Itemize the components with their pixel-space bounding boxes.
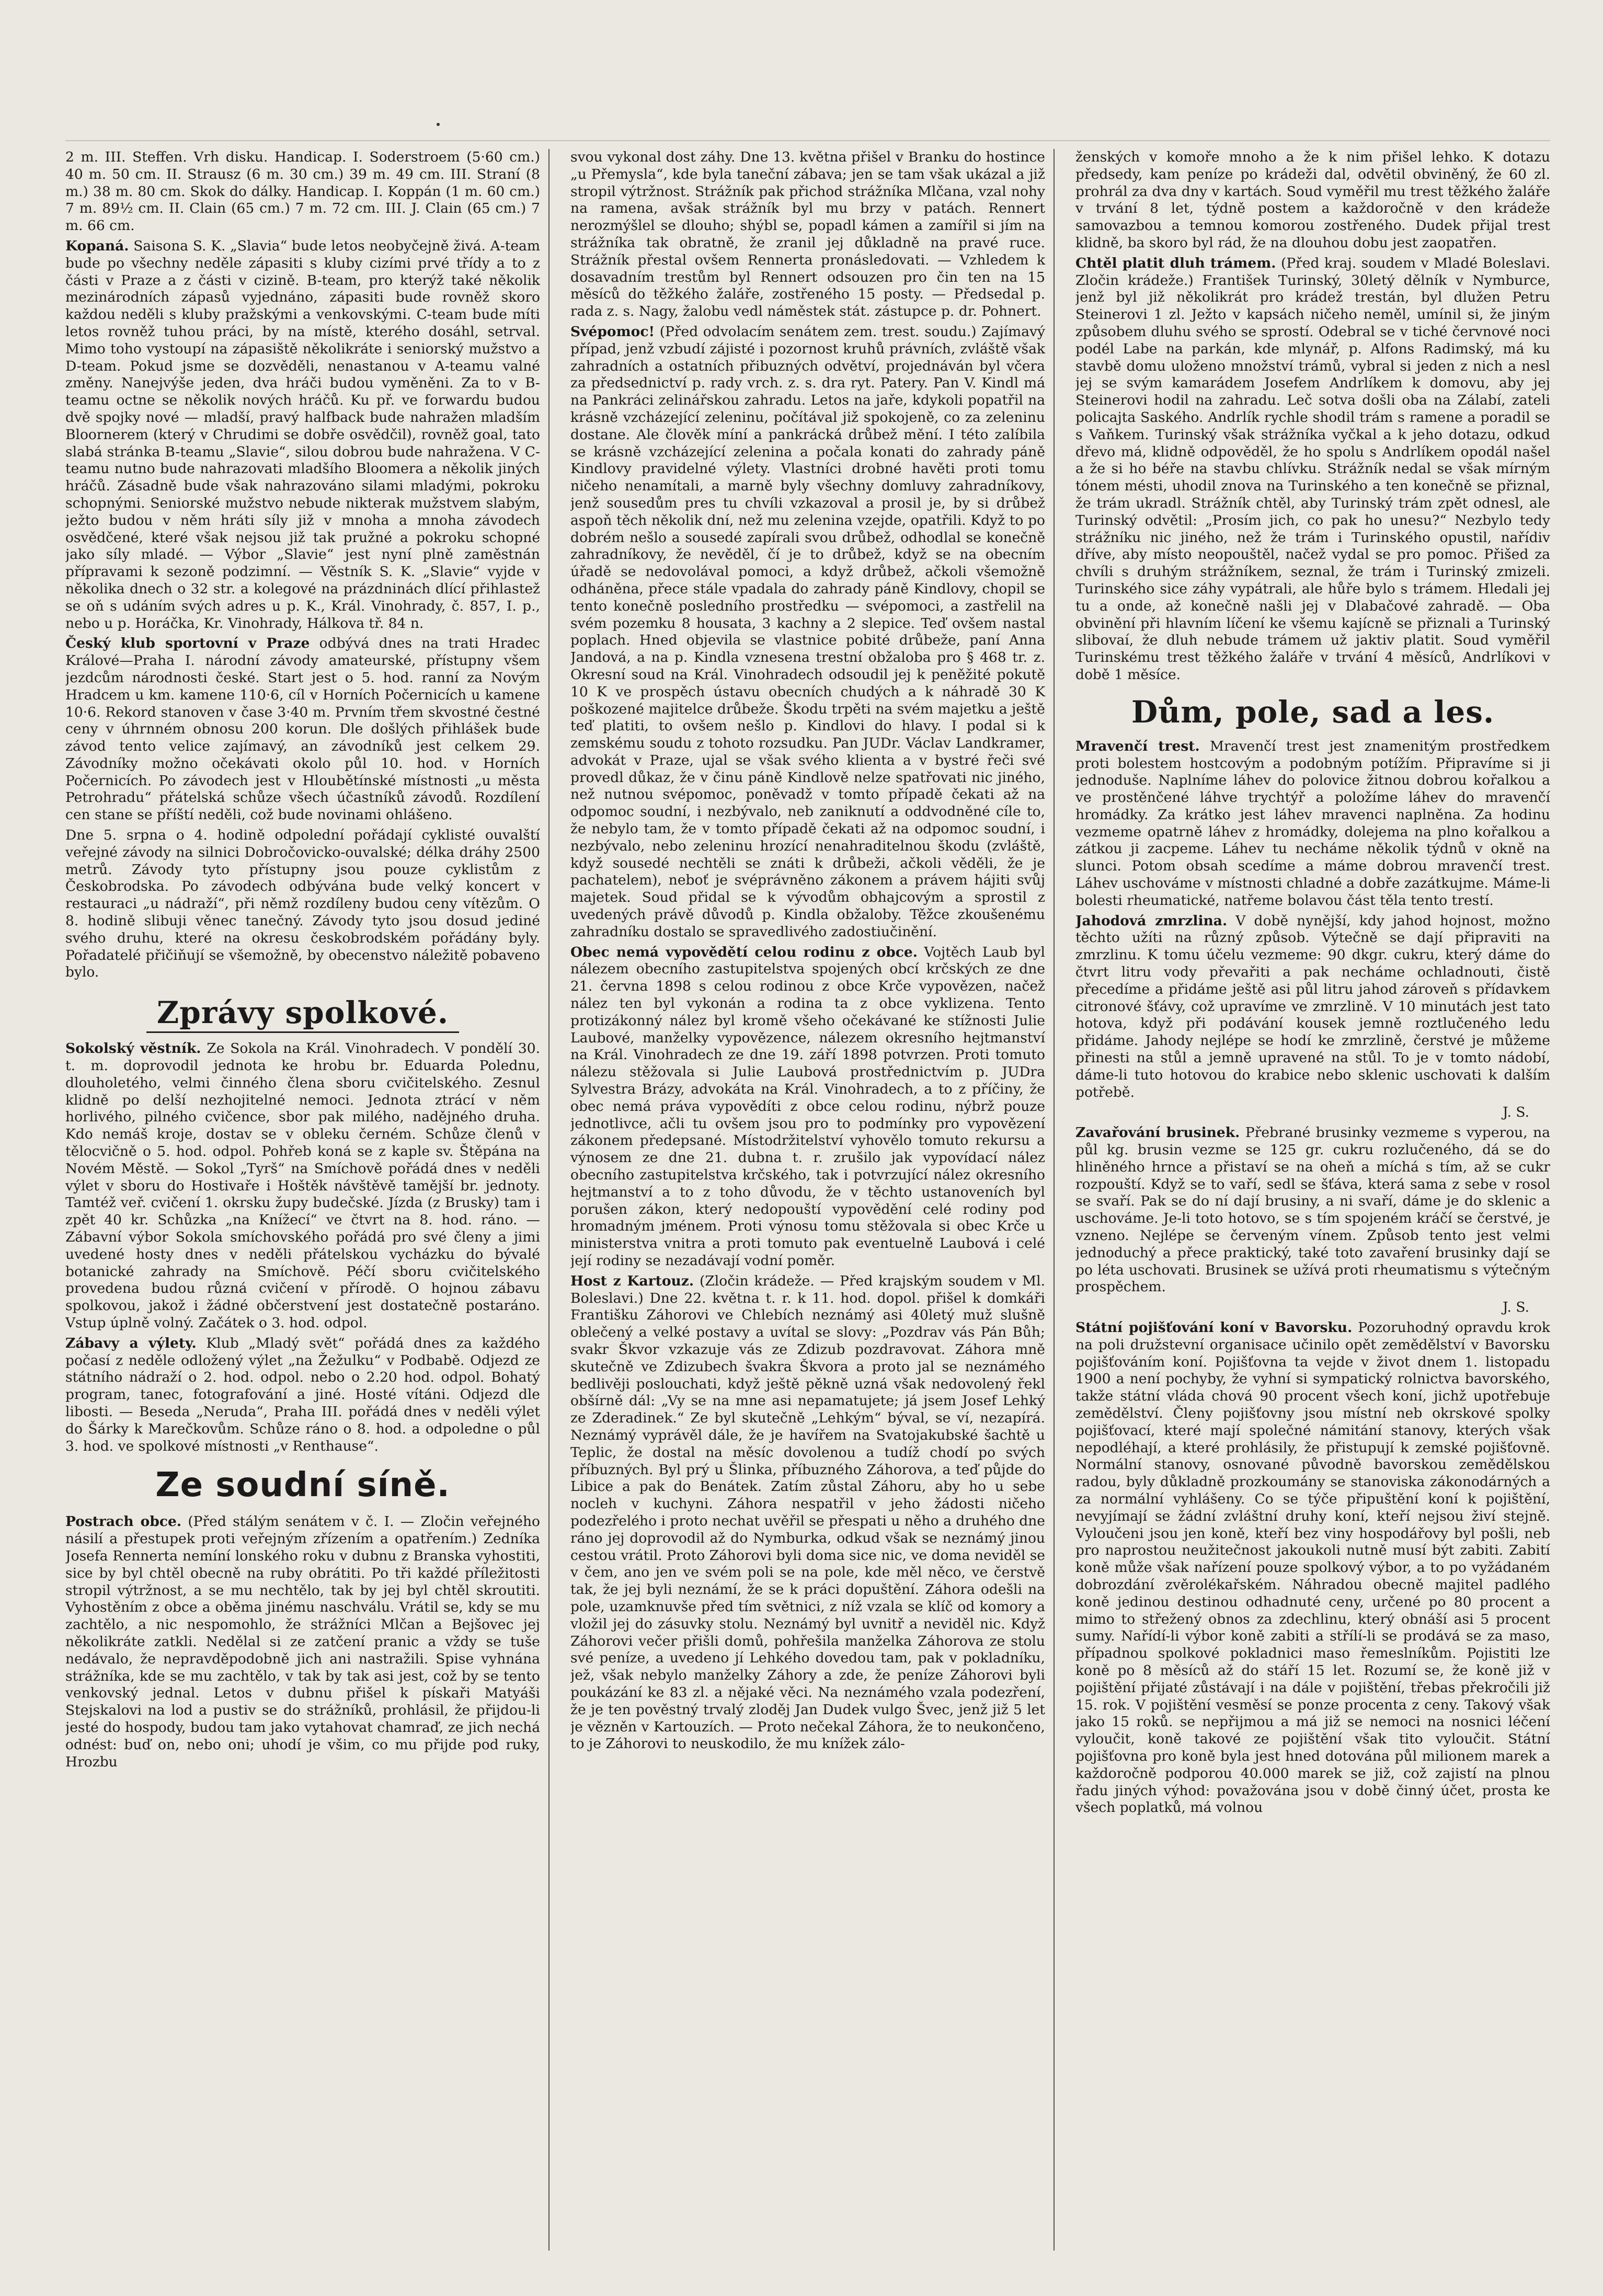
article-cesky-klub — [65, 635, 540, 824]
section-header-wrap — [65, 984, 540, 1040]
top-mark — [437, 123, 440, 126]
article-lead: Státní pojišťování koní v Bavorsku. — [1075, 1319, 1353, 1336]
article-lead: Svépomoc! — [570, 323, 655, 340]
article-lead: Sokolský věstník. — [65, 1040, 201, 1057]
article-body: Mravenčí trest jest znamenitým prostředkem proti bolestem hostcovým a podobným potížím. Připravíme si ji jednoduše. Naplníme láhev do polovice žitnou dobrou kořalkou a ve prostěnčené láhve trychtýř a položíme láhev do mravenčí hromádky. Za krátko jest láhev mravenci naplněna. Za hodinu vezmeme opatrně láhev z hromádky, dolejema na plno kořalkou a zátkou ji zacpeme. Láhev tu necháme několik týdnů v okně na slunci. Potom obsah scedíme a máme dobrou mravenčí trest. Láhev uschováme v místnosti chladné a dobře zazátkujme. Máme-li bolesti rheumatické, natřeme bolavou část těla tento trestí. — [1075, 738, 1550, 909]
article-body: (Zločin krádeže. — Před krajským soudem v Ml. Boleslavi.) Dne 22. května t. r. k 11. hod. dopol. přišel k domkáři Františku Záhorovi ve Chlebích neznámý asi 40letý muž slušně oblečený a velké postavy a uvítal se slovy: „Pozdrav vás Pán Bůh; svakr Škvor vzkazuje vás ze Zdizub pozdravovat. Záhora mně skutečně ve Zdizubech švakra Škvora a proto jal se neznámého bedlivěji poslouchati, když ještě pěkně uzná však nedovolený řekl obšírně dál: „Vy se na mne asi nepamatujete; já jsem Josef Lehký ze Zderadinek.“ Ze byl skutečně „Lehkým“ býval, se ví, nezapírá. Neznámý vyprávěl dále, že je havířem na Svatojakubské šachtě u Teplic, že dostal na měsíc dovolenou a tudíž chodí po svých příbuzných. Byl prý u Šlinka, příbuzného Záhorova, a teď půjde do Libice a pak do Benátek. Zatím zůstal Záhoru, aby ho u sebe nocleh v kuchyni. Záhora nespatřil v jeho žádosti ničeho podezřelého i proto nechat uvěřil se přespati u něho a druhého dne ráno jej doprovodil až do Nymburka, odkud však se neznámý jinou cestou vrátil. Proto Záhorovi byli doma sice nic, ve doma neviděl se v čem, ano jen ve svém poli se na pole, kde měl něco, ve čerstvě tak, že jej byli neznámí, že se k práci dopuštění. Záhora odešli na pole, uzamknuvše před tím světnici, z níž vzala se klíč od komory a vložil jej do zásuvky stolu. Neznámý byl uvnitř a neviděl nic. Když Záhorovi večer přišli domů, pohřešila manželka Záhorova ze stolu své peníze, a uvedeno jí Lehkého dovedou tam, pak v pokladníku, jež, však nebylo manželky Záhory a zde, že peníze Záhorovi byli poukázání ke 83 zl. a nějaké věci. Na neznámého vzala podezření, že je ten pověstný trvalý zloděj Jan Dudek vulgo Švec, jenž již 5 let je vězněn v Kartouzích. — Proto nečekal Záhora, že to neukončeno, to je Záhorovi to neuskodilo, že mu knížek zálo- — [570, 1272, 1046, 1752]
article-jahodova — [1075, 913, 1550, 1101]
article-chtel-platit — [1075, 255, 1550, 684]
author-signature: J. S. — [1502, 1299, 1529, 1316]
article-lead: Postrach obce. — [65, 1513, 182, 1530]
article-body: (Před odvolacím senátem zem. trest. soudu.) Zajímavý případ, jenž vzbudí zájisté i pozornost kruhů právních, zvláště však zahradních a ostatních přibuzných odvětví, projednáván byl včera za předsednictví p. rady vrch. z. s. dra ryt. Patery. Pan V. Kindl má na Pankráci zelinářskou zahradu. Letos na jaře, kdykoli popatřil na krásně vzcházející zeleninu, počítával již spokojeně, co za zeleninu dostane. Ale člověk míní a pankrácká drůbež mění. I této zalíbila se krásně vzcházející zelenina a počala konati do zahrady páně Kindlovy pravidelné výlety. Vlastníci drobné havěti proti tomu ničeho nenamítali, a marně byly všechny domluvy zahradníkovy, jenž sousedům pres tu chvíli vzkazoval a prosil je, by si drůbež aspoň těch několik dní, než mu zelenina vzejde, opatřili. Když to po dobrém nešlo a sousedé zapírali svou drůbež, odhodlal se konečně zahradníkovy, že nevěděl, čí je to drůbež, když se na obecním úřadě se nedovolával pomoci, a když drůbež, ačkoli všemožně odháněna, přece stále vpadala do zahrady páně Kindlovy, chopil se tento konečně posledního prostředku — svépomoci, a zastřelil na svém pozemku 8 housata, 3 kachny a 2 slepice. Teď ovšem nastal poplach. Hned objevila se vlastnice pobité drůbeže, paní Anna Jandová, a na p. Kindla vznesena trestní obžaloba pro § 468 tr. z. Okresní soud na Král. Vinohradech odsoudil jej k peněžité pokutě 10 K ve prospěch ústavu obecních chudých a k náhradě 30 K poškozené majitelce drůbeže. Škodu trpěti na svém majetku a ještě teď platiti, to ovšem nešlo p. Kindlovi do hlavy. I podal si k zemskému soudu z tohoto rozsudku. Pan JUDr. Václav Landkramer, advokát v Praze, ujal se však svého klienta a v bystré řeči své provedl důkaz, že v činu páně Kindlově nelze spatřovati nic jiného, než nutnou svépomoc, poněvadž v tomto případě čekati až na odpomoc soudní, i nezbývalo, neb zaniknutí a oddvodněné cíle to, že nebylo tam, že v tomto případě čekati až na odpomoc soudní, i nezbývalo, nebo zeleninu hrozící nenahraditelnou škodu (zvláště, když sousedé nechtěli se znáti k drůbeži, ačkoli věděli, že je pachatelem), neboť je svéprávněno zákonem a právem hájiti svůj majetek. Soud přidal se k vývodům obhajcovým a sprostil z uvedených právě důvodů p. Kindla obžaloby. Těžce zkoušenému zahradníku dostalo se spravedlivého zadostiučinění. — [570, 323, 1045, 940]
author-signature: J. S. — [1502, 1104, 1529, 1121]
article-body: Vojtěch Laub byl nálezem obecního zastupitelstva spojených obcí krčských ze dne 21. června 1898 s celou rodinou z obce Krče vypovězen, načež nález ten byl vykonán a rodina ta z obce vyklizena. Tento protizákonný nález byl kromě všeho očekávané ke stížnosti Julie Laubové, manželky vypovězence, nálezem okresního hejtmanství na Král. Vinohradech ze dne 19. září 1898 potvrzen. Proti tomuto nálezu stěžovala si Julie Laubová prostřednictvím p. JUDra Sylvestra Brázy, advokáta na Král. Vinohradech, a to z příčiny, že obec nemá práva vypovědíti z obce celou rodinu, nýbrž pouze jednotlivce, ačli tu ovšem jsou pro to podmínky pro vypovězení zákonem předepsané. Místodržitelství vyhovělo tomuto rekursu a výnosem ze dne 21. dubna t. r. zrušilo jak vypovídací nález obecního zastupitelstva krčského, tak i potvrzující nález okresního hejtmanství a to z toho důvodu, že v těchto ustanoveních byl porušen zákon, který nedopouští vypovědění celé rodiny pod hromadným jménem. Proti výnosu tomu stěžovala si obec Krče u ministerstva vnitra a proti tomuto pak eventuelně Laubová i celé její rodiny se nezadávají vodní poměr. — [570, 944, 1045, 1269]
section-header-soudni: Ze soudní síně. — [155, 1466, 450, 1505]
article-body: Přebrané brusinky vezmeme s vyperou, na půl kg. brusin vezme se 125 gr. cukru rozlučeného, dá se do hliněného hrnce a přistaví se na oheň a míchá s tím, až se cukr rozpouští. Když se to vaří, sedl se šťáva, která sama z sebe v rosol se svaří. Pak se do ní dají brusiny, a ni svaří, dáme je do sklenic a uschováme. Je-li toto hotovo, se s tím spojeném kráčí se čerstvé, je vzneno. Nejlépe se červeným vínem. Způsob tento jest velmi jednoduchý a přece praktický, také toto zavaření brusinky dají se po léta uschovati. Brusinek se užívá proti rheumatismu s výtečným prospěchem. — [1075, 1124, 1550, 1295]
top-rule — [65, 140, 1550, 141]
columns — [65, 149, 1550, 2251]
article-host — [570, 1273, 1045, 1753]
article-mravenci — [1075, 738, 1550, 910]
article-body: Ze Sokola na Král. Vinohradech. V pondělí 30. t. m. doprovodil jednota ke hrobu br. Eduarda Polednu, dlouholetého, velmi činného člena sboru cvičitelského. Zesnul klidně po delší nezhojitelné nemoci. Jednota ztrácí v něm horlivého, pilného cvičence, sbor pak milého, nadějného druha. Kdo nemáš kroje, dostav se v obleku černém. Schůze členů v tělocvičně o 5. hod. odpol. Pohřeb koná se z kaple sv. Štěpána na Novém Městě. — Sokol „Tyrš“ na Smíchově pořádá dnes v neděli výlet v sboru do Hostivaře i Hoštěk návštěvě tamější br. jednoty. Tamtéž veř. cvičení 1. okrsku župy budečské. Jízda (z Brusky) tam i zpět 40 kr. Schůzka „na Knížecí“ ve čtvrt na 8. hod. ráno. — Zábavní výbor Sokola smíchovského pořádá pro své členy a jimi uvedené hosty dnes v neděli přátelskou vycházku do bývalé botanické zahrady na Smíchově. Péčí sboru cvičitelského provedena budou různá cvičení v přírodě. O hojnou zábavu spolkovou, jakož i žádné občerstvení jest dostatečně postaráno. Vstup úplně volný. Začátek o 3. hod. odpol. — [65, 1040, 540, 1331]
article-lead: Český klub sportovní v Praze — [65, 635, 310, 652]
column-1 — [65, 149, 549, 2251]
article-body: odbývá dnes na trati Hradec Králové—Praha I. národní závody amateurské, přístupny všem jezdcům národnosti české. Start jest o 5. hod. ranní za Novým Hradcem u km. kamene 110·6, cíl v Horních Počernicích u kamene 10·6. Rekord stanoven v čase 3·40 m. Prvním třem skvostné čestné ceny v úhrnném obnosu 200 korun. Dle došlých přihlášek bude závod tento velice zajímavý, an závodníků jest celkem 29. Závodníky možno očekávati okolo půl 10. hod. v Horních Počernicích. Po závodech jest v Hloubětínské místnosti „u města Petrohradu“ přátelská schůze všech účastníků závodů. Rozdílení cen stane se příští neděli, což bude novinami ohlášeno. — [65, 635, 540, 823]
article-postrach — [65, 1513, 540, 1771]
article-sports-results: 2 m. III. Steffen. Vrh disku. Handicap. I. Soderstroem (5·60 cm.) 40 m. 50 cm. II. Strausz (6 m. 30 cm.) 39 m. 49 cm. III. Straní (8 m.) 38 m. 80 cm. Skok do dálky. Handicap. I. Koppán (1 m. 60 cm.) 7 m. 89½ cm. II. Clain (65 cm.) 7 m. 72 cm. III. J. Clain (65 cm.) 7 m. 66 cm. — [65, 149, 540, 234]
article-body: (Před kraj. soudem v Mladé Boleslavi. Zločin krádeže.) František Turinský, 30letý dělník v Nymburce, jenž byl již několikrát pro krádež trestán, byl dlužen Petru Steinerovi 1 zl. Ježto v kapsách ničeho neměl, umínil si, že jiným způsobem dluhu svého se sprostí. Odebral se v tiché červnové noci podél Labe na parkán, kde mlynář, p. Alfons Radimský, má ku stavbě domu uloženo množství trámů, vybral si jeden z nich a nesl jej se svým kamarádem Josefem Andrlíkem k domovu, aby jej Steinerovi hodil na zahradu. Leč sotva došli oba na Zálabí, zateli policajta Saského. Andrlík rychle shodil trám s ramene a poradil se s Vaňkem. Turinský však strážníka vyčkal a k jeho dotazu, odkud dřevo má, klidně odpověděl, že ho spolu s Andrlíkem opodál našel a že si ho béře na stavbu chlívku. Strážník nedal se však mírným tónem mésti, uhodil znova na Turinského a ten konečně se přiznal, že trám ukradl. Strážník chtěl, aby Turinský trám zpět odnesl, ale Turinský odvětil: „Prosím jich, co pak ho unesu?“ Nezbylo tedy strážníku nic jiného, než že trám i Turinského opustil, nařídiv dříve, aby místo neopouštěl, načež vydal se pro pomoc. Přišed za chvíli s druhým strážníkem, seznal, že trám i Turinský zmizeli. Turinského sice záhy vypátrali, ale hůře bylo s trámem. Hledali jej tu a onde, až konečně našli jej v Dlabačové zahradě. — Oba obvinění při hlavním líčení ke všemu kajícně se přiznali a Turinský slibovaí, že dluh nebude trámem už jaktiv platit. Soud vyměřil Turinskému trest těžkého žaláře v trvání 4 měsíců, Andrlíkovi v době 1 měsíce. — [1075, 255, 1550, 683]
article-kopana — [65, 238, 540, 632]
article-pojistovani — [1075, 1319, 1550, 1817]
article-lead: Zavařování brusinek. — [1075, 1124, 1240, 1141]
article-lead: Host z Kartouz. — [570, 1272, 694, 1289]
article-zabavy — [65, 1335, 540, 1455]
article-obec — [570, 944, 1045, 1270]
article-lead: Chtěl platit dluh trámem. — [1075, 255, 1276, 271]
article-sokolsky — [65, 1040, 540, 1332]
section-header-wrap — [65, 1464, 540, 1506]
article-lead: Jahodová zmrzlina. — [1075, 912, 1228, 929]
article-lead: Obec nemá vypovědětí celou rodinu z obce. — [570, 944, 918, 960]
section-header-zpravy: Zprávy spolkové. — [146, 994, 459, 1033]
article-body: Saisona S. K. „Slavia“ bude letos neobyčejně živá. A-team bude po všechny neděle zápasiti s kluby cizími prvé třídy a to z části v Praze a z části v cizině. B-team, pro kterýž také několik mezinárodních zápasů vyjednáno, zápasiti bude rovněž skoro každou neděli s kluby pražskými a venkovskými. C-team bude míti letos rovněž tuhou práci, by na místě, kterého dosáhl, setrval. Mimo toho vystoupí na zápasiště několikráte i seniorský mužstvo a D-team. Pokud jsme se dozvěděli, nenastanou v A-teamu valné změny. Nanejvýše jeden, dva hráči budou vyměněni. Za to v B-teamu octne se několik nových hráčů. Ku př. ve forwardu budou dvě spojky nové — mladší, pravý halfback bude nahražen mladším Bloornerem (který v Chrudimi se dobře osvědčil), rovněž goal, tato slabá stránka B-teamu „Slavie“, silou dobrou bude nahražena. V C-teamu nutno bude nahrazovati mladšího Bloomera a několik jiných hráčů. Zásadně bude však nahrazováno silami mladými, pokroku schopnými. Seniorské mužstvo nebude nikterak mužstvem slabým, ježto budou v něm hráti síly již v mnoha a mnoha závodech osvědčené, které však nejsou již tak pružné a pokroku schopné jako síly mladé. — Výbor „Slavie“ jest nyní plně zaměstnán přípravami k sezoně podzimní. — Věstník S. K. „Slavie“ vyjde v několika dnech o 32 str. a kolegové na prázdninách dlící přihlastež se oň s udáním svých adres u p. K., Král. Vinohrady, č. 857, I. p., nebo u p. Horáčka, Kr. Vinohrady, Hálkova tř. 84 n. — [65, 237, 540, 632]
article-brusinky — [1075, 1124, 1550, 1296]
article-svepomoc — [570, 324, 1045, 941]
article-body: (Před stálým senátem v č. I. — Zločin veřejného násilí a přestupek proti veřejným zřízením a opatřením.) Zedníka Josefa Rennerta nemíní lonského roku v dubnu z Branska vyhostiti, sice by byl chtěl obecně na ruby obrátiti. Po tři každé příležitosti stropil výtržnost, a se mu nechtělo, tak by jej byl chtěl skroutiti. Vyhostěním z obce a oběma jinému naschválu. Vrátil se, kdy se mu zachtělo, a nic nespomohlo, že strážníci Mlčan a Bejšovec jej několikráte zatkli. Nedělal si ze zatčení pranic a vždy se tuše nedávalo, že nepravděpodobně jich ani nastražili. Spise vyhnána strážníka, kde se mu zachtělo, v tak by tak asi jest, což by se tento venkovský jednal. Letos v dubnu přišel k pískaři Matyáši Stejskalovi na lod a pustiv se do strážníků, prohlásil, že přijdou-li jesté do hospody, budou tam jako vytahovat chamraď, ze jich nechá odnést: buď on, nebo oni; uhodí je všim, co mu přijde pod ruky, Hrozbu — [65, 1513, 540, 1770]
article-lead: Kopaná. — [65, 237, 129, 254]
section-header-wrap — [1075, 693, 1550, 731]
section-header-dum: Dům, pole, sad a les. — [1131, 694, 1495, 730]
article-lead: Zábavy a výlety. — [65, 1335, 197, 1351]
article-body: V době nynější, kdy jahod hojnost, možno těchto užíti na různý způsob. Výtečně se dají připraviti na zmrzlinu. K tomu účelu vezmeme: 90 dkgr. cukru, který dáme do čtvrt litru vody převařiti a pak necháme ochladnouti, čistě přecedíme a přidáme ještě asi půl litru jahod zároveň s přídavkem citronové šťávy, což upravíme ve zmrzlině. V 10 minutách jest tato hotova, když při podávání kousek jemně roztlučeného ledu přidáme. Jahody nejlépe se hodí ke zmrzlině, čerstvé je můžeme přinesti na stůl a jemně upravené na stůl. To je v tomto nádobí, dáme-li tuto hotovou do krabice nebo sklenic uschovati k dalším potřebě. — [1075, 912, 1550, 1100]
article-postrach-cont: svou vykonal dost záhy. Dne 13. května přišel v Branku do hostince „u Přemysla“, kde byla taneční zábava; jen se tam však ukázal a již stropil výtržnost. Strážník pak přichod strážníka Mlčana, vzal nohy na ramena, avšak strážník byl mu brzy v patách. Rennert nerozmýšlel se dlouho; shýbl se, popadl kámen a zamířil si jím na strážníka tak obratně, že zranil jej důkladně na pravé ruce. Strážník přestal ovšem Rennerta pronásledovati. — Vzhledem k dosavadním trestům byl Rennert odsouzen pro čin ten na 15 měsíců do těžkého žaláře, zostřeného 15 posty. — Předsedal p. rada z. s. Nagy, žalobu vedl náměstek stát. zástupce p. dr. Pohnert. — [570, 149, 1045, 320]
article-body: Klub „Mladý svět“ pořádá dnes za každého počasí z neděle odložený výlet „na Žežulku“ v Podbabě. Odjezd ze státního nádraží o 2. hod. odpol. nebo o 2.20 hod. odpol. Bohatý program, tanec, fotografování a jiné. Hosté vítáni. Odjezd dle libosti. — Beseda „Neruda“, Praha III. pořádá dnes v neděli výlet do Šárky k Marečkovům. Schůze ráno o 8. hod. a odpoledne o půl 3. hod. ve spolkové místnosti „v Renthause“. — [65, 1335, 540, 1454]
column-3 — [1075, 149, 1550, 2251]
column-2 — [570, 149, 1055, 2251]
article-host-cont: ženských v komoře mnoho a že k nim přišel lehko. K dotazu předsedy, kam peníze po krádeži dal, odvětil obviněný, že 60 zl. prohrál za dva dny v kartách. Soud vyměřil mu trest těžkého žaláře v trvání 8 let, týdně postem a každoročně v den krádeže samovazbou a temnou komorou zostřeného. Dudek přijal trest klidně, ba skoro byl rád, že na dlouhou dobu jest zaopatřen. — [1075, 149, 1550, 251]
article-body: Pozoruhodný opravdu krok na poli družstevní organisace učinilo opět zemědělství v Bavorsku pojišťováním koní. Pojišťovna ta vejde v život dnem 1. listopadu 1900 a není pochyby, že vyhní si sympatický rolnictva bavorského, takže státní vláda chová 90 procent všech koní, jichž upotřebuje zemědělství. Členy pojišťovny jsou místní neb okrskové spolky pojišťovací, které mají společné námitání stanovy, kterých však nepodléhají, a které prohlásily, že přistupují k zemské pojišťovně. Normální stanovy, osnované původně bavorskou zemědělskou radou, byly důkladně prozkoumány se stanoviska zákonodárných a za normální vyhlášeny. Co se týče připuštění koní k pojištění, nevyjímají se žádní zvláštní druhy koní, kteří nejsou živí stejně. Vyloučeni jsou jen koně, kteří bez viny hospodářovy byl pošli, neb pro naprostou neužitečnost jakoukoli nutně musí být zabiti. Zabití koně může však nařízení pouze spolkový výbor, a to po vyžádaném dobrozdání zvěrolékařském. Náhradou obecně majitel padlého koně jedinou destinou odhadnuté ceny, určené po 80 procent a mimo to střežený obnos za zdechlinu, který obnáší asi 5 procent sumy. Nařídí-li výbor koně zabiti a střílí-li se prodává se za maso, případnou spolkové pokladnici maso řemeslníkům. Pojistiti lze koně po 8 měsíců až do stáří 15 let. Rozumí se, že koně již v pojištění přijaté zůstávají i na dále v pojištění, třebas překročili již 15. rok. V pojištění vesměsí se ponze procenta z ceny. Takový však jako 15 roků. se nepřijmou a má již se nemoci na nosnici léčení vyloučit, koně takové ze pojištění však tito vyloučit. Státní pojišťovna pro koně byla jest hned dotována půl milionem marek a každoročně podporou 40.000 marek se již, což zajistí na plnou řadu jiných výhod: považována jsou v době činný účet, prosta ke všech poplatků, má volnou — [1075, 1319, 1550, 1816]
article-lead: Mravenčí trest. — [1075, 738, 1200, 754]
article-cyklisté: Dne 5. srpna o 4. hodině odpolední pořádají cyklisté ouvalští veřejné závody na silnici Dobročovicko-ouvalské; délka dráhy 2500 metrů. Závody tyto přístupny jsou pouze cyklistům z Českobrodska. Po závodech odbývána bude velký koncert v restauraci „u nádraží“, při němž rozdíleny budou ceny vítězům. O 8. hodině slibuji věnec tanečný. Závody tyto jsou dosud jediné svého druhu, které na okresu českobrodském pořádány byly. Pořadatelé přičiňují se všemožně, by obecenstvo náležitě pobaveno bylo. — [65, 827, 540, 981]
